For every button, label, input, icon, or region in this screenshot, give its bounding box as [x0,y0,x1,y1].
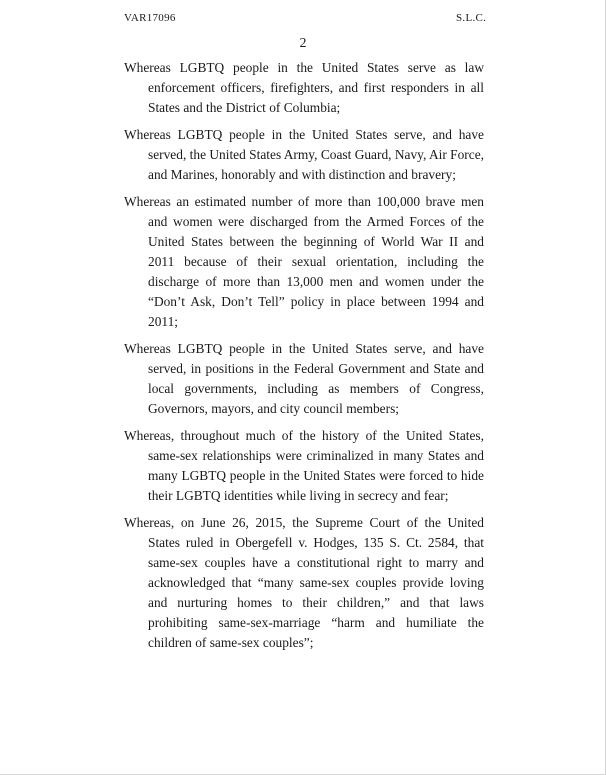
whereas-clause-government-service: Whereas LGBTQ people in the United States serve, and have served, in positions in the Federal Government and State and local governments, including as members of Congress, Governors, mayors, and city council members; [124,341,484,416]
document-id: VAR17096 [124,12,176,24]
whereas-clause-criminalization: Whereas, throughout much of the history of the United States, same-sex relationships were criminalized in many States and many LGBTQ people in the United States were forced to hide their LGBTQ identities while living in secrecy and fear; [124,428,484,503]
whereas-clause-law-enforcement: Whereas LGBTQ people in the United States serve as law enforcement officers, firefighters, and first responders in all States and the District of Columbia; [124,60,484,115]
page-number: 2 [299,36,307,51]
whereas-clause-discharges: Whereas an estimated number of more than 100,000 brave men and women were discharged from the Armed Forces of the United States between the beginning of World War II and 2011 because of their sexual orientation, including the discharge of more than 13,000 men and women under the “Don’t Ask, Don’t Tell” policy in place between 1994 and 2011; [124,194,484,329]
resolution-body [124,58,484,660]
whereas-clause-obergefell: Whereas, on June 26, 2015, the Supreme Court of the United States ruled in Obergefell v. Hodges, 135 S. Ct. 2584, that same-sex couples have a constitutional right to marry and acknowledged that “many same-sex couples provide loving and nurturing homes to their children,” and that laws prohibiting same-sex-marriage “harm and humiliate the children of same-sex couples”; [124,515,484,650]
whereas-clause-military-service: Whereas LGBTQ people in the United States serve, and have served, the United States Army, Coast Guard, Navy, Air Force, and Marines, honorably and with distinction and bravery; [124,127,484,182]
office-code: S.L.C. [456,12,487,24]
